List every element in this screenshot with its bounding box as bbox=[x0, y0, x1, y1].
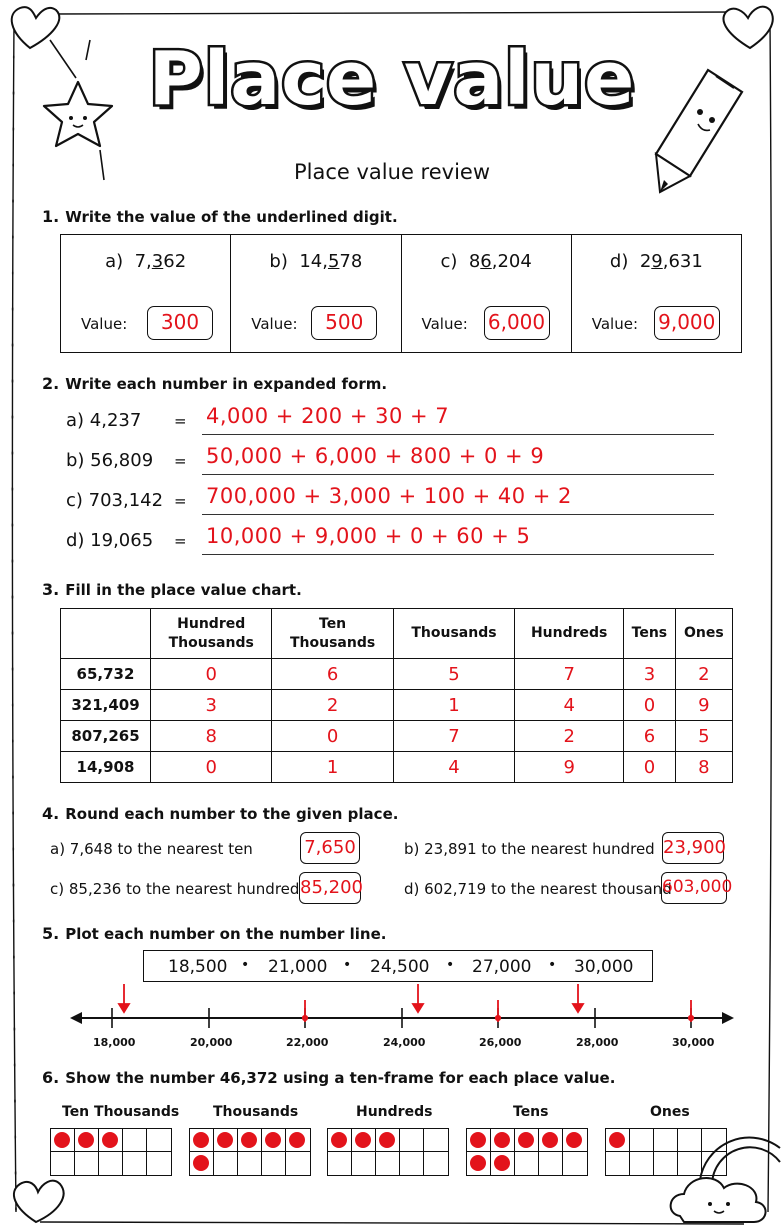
ten-frame-label: Ten Thousands bbox=[62, 1104, 180, 1120]
ten-frame-cell[interactable] bbox=[214, 1152, 238, 1175]
ten-frame-cell[interactable] bbox=[262, 1152, 286, 1175]
answer-box[interactable]: 9,000 bbox=[654, 306, 720, 340]
bank-number: 18,500 bbox=[168, 957, 228, 977]
digit-cell[interactable]: 2 bbox=[272, 690, 393, 721]
question-number: b) 14,578 bbox=[269, 251, 363, 272]
expanded-form-row bbox=[66, 446, 716, 476]
expanded-answer[interactable]: 700,000 + 3,000 + 100 + 40 + 2 bbox=[206, 484, 572, 508]
bank-number: 24,500 bbox=[370, 957, 430, 977]
ten-frame-counter[interactable] bbox=[286, 1129, 310, 1152]
ten-frame-cell[interactable] bbox=[352, 1152, 376, 1175]
ten-frame-cell[interactable] bbox=[678, 1152, 702, 1175]
page-title: Place value bbox=[148, 36, 636, 122]
underlined-digit: 6 bbox=[480, 251, 492, 272]
digit-cell[interactable]: 1 bbox=[393, 690, 514, 721]
column-header: Tens bbox=[624, 609, 675, 659]
digit-cell[interactable]: 5 bbox=[393, 659, 514, 690]
place-value-chart bbox=[60, 608, 733, 783]
ten-frame-cell[interactable] bbox=[123, 1152, 147, 1175]
digit-cell[interactable]: 8 bbox=[151, 721, 272, 752]
ten-frame-cell[interactable] bbox=[630, 1152, 654, 1175]
ten-frame-counter[interactable] bbox=[238, 1129, 262, 1152]
ten-frame-counter[interactable] bbox=[328, 1129, 352, 1152]
ten-frame-counter[interactable] bbox=[606, 1129, 630, 1152]
digit-cell[interactable]: 7 bbox=[515, 659, 624, 690]
right-arrow-icon bbox=[722, 1012, 734, 1024]
separator-dot: • bbox=[548, 957, 557, 973]
empty-header bbox=[61, 609, 151, 659]
underlined-digit: 5 bbox=[327, 251, 340, 272]
number-bank bbox=[143, 950, 653, 982]
rounding-answer-box[interactable]: 603,000 bbox=[661, 872, 727, 904]
section-number: 4. bbox=[42, 804, 60, 823]
underlined-digit-table bbox=[60, 234, 742, 353]
separator-dot: • bbox=[241, 957, 250, 973]
ten-frame-cell[interactable] bbox=[286, 1152, 310, 1175]
ten-frame-counter[interactable] bbox=[515, 1129, 539, 1152]
equals-sign: = bbox=[174, 452, 187, 470]
expanded-question: d) 19,065 bbox=[66, 530, 154, 551]
section-6-heading bbox=[42, 1068, 615, 1087]
digit-cell[interactable]: 0 bbox=[624, 690, 675, 721]
ten-frame-cell[interactable] bbox=[678, 1129, 702, 1152]
ten-frame-counter[interactable] bbox=[491, 1152, 515, 1175]
digit-cell[interactable]: 0 bbox=[151, 752, 272, 783]
ten-frame-counter[interactable] bbox=[563, 1129, 587, 1152]
ten-frame bbox=[466, 1128, 588, 1176]
rounding-question: a) 7,648 to the nearest ten bbox=[50, 840, 253, 858]
ten-frame-cell[interactable] bbox=[400, 1152, 424, 1175]
ten-frame-cell[interactable] bbox=[515, 1152, 539, 1175]
section-instruction: Write each number in expanded form. bbox=[65, 375, 388, 393]
separator-dot: • bbox=[446, 957, 455, 973]
tick-label: 30,000 bbox=[672, 1036, 715, 1049]
question-number: d) 29,631 bbox=[609, 251, 703, 272]
ten-frame-counter[interactable] bbox=[190, 1129, 214, 1152]
digit-cell[interactable]: 3 bbox=[151, 690, 272, 721]
answer-line bbox=[202, 474, 714, 475]
value-label: Value: bbox=[591, 315, 638, 333]
ten-frame-cell[interactable] bbox=[75, 1152, 99, 1175]
tick-label: 22,000 bbox=[286, 1036, 329, 1049]
digit-cell[interactable]: 2 bbox=[515, 721, 624, 752]
section-4-heading bbox=[42, 804, 398, 823]
underlined-digit: 9 bbox=[651, 251, 663, 272]
ten-frame bbox=[327, 1128, 449, 1176]
digit-cell[interactable]: 2 bbox=[675, 659, 732, 690]
ten-frame-counter[interactable] bbox=[75, 1129, 99, 1152]
ten-frame bbox=[605, 1128, 727, 1176]
digit-cell[interactable]: 6 bbox=[272, 659, 393, 690]
ten-frame-cell[interactable] bbox=[539, 1152, 563, 1175]
ten-frame-cell[interactable] bbox=[424, 1129, 448, 1152]
ten-frame-counter[interactable] bbox=[376, 1129, 400, 1152]
ten-frame-cell[interactable] bbox=[147, 1152, 171, 1175]
column-header: Thousands bbox=[393, 609, 514, 659]
column-header: Ten Thousands bbox=[272, 609, 393, 659]
ten-frame-counter[interactable] bbox=[51, 1129, 75, 1152]
section-instruction: Write the value of the underlined digit. bbox=[65, 208, 398, 226]
expanded-answer[interactable]: 10,000 + 9,000 + 0 + 60 + 5 bbox=[206, 524, 531, 548]
digit-cell[interactable]: 3 bbox=[624, 659, 675, 690]
table-row bbox=[61, 690, 733, 721]
tick-label: 28,000 bbox=[576, 1036, 619, 1049]
section-instruction: Round each number to the given place. bbox=[65, 805, 399, 823]
digit-cell[interactable]: 9 bbox=[675, 690, 732, 721]
digit-cell[interactable]: 1 bbox=[272, 752, 393, 783]
left-arrow-icon bbox=[70, 1012, 82, 1024]
ten-frame-label: Hundreds bbox=[356, 1104, 433, 1120]
ten-frame-counter[interactable] bbox=[539, 1129, 563, 1152]
ten-frame-counter[interactable] bbox=[467, 1152, 491, 1175]
equals-sign: = bbox=[174, 532, 187, 550]
table-row bbox=[61, 721, 733, 752]
ten-frame-cell[interactable] bbox=[51, 1152, 75, 1175]
ten-frame-cell[interactable] bbox=[606, 1152, 630, 1175]
tick-label: 24,000 bbox=[383, 1036, 426, 1049]
ten-frame-counter[interactable] bbox=[99, 1129, 123, 1152]
rounding-answer-box[interactable]: 85,200 bbox=[299, 872, 361, 904]
rounding-question: d) 602,719 to the nearest thousand bbox=[404, 880, 672, 898]
row-number: 65,732 bbox=[61, 659, 151, 690]
tick-label: 18,000 bbox=[93, 1036, 136, 1049]
ten-frame-counter[interactable] bbox=[262, 1129, 286, 1152]
section-3-heading bbox=[42, 580, 302, 599]
answer-line bbox=[202, 514, 714, 515]
tick-label: 26,000 bbox=[479, 1036, 522, 1049]
equals-sign: = bbox=[174, 492, 187, 510]
column-header: Ones bbox=[675, 609, 732, 659]
ten-frame-cell[interactable] bbox=[563, 1152, 587, 1175]
digit-cell[interactable]: 4 bbox=[515, 690, 624, 721]
answer-box[interactable]: 500 bbox=[311, 306, 377, 340]
section-number: 1. bbox=[42, 207, 60, 226]
expanded-answer[interactable]: 4,000 + 200 + 30 + 7 bbox=[206, 404, 450, 428]
value-label: Value: bbox=[251, 315, 298, 333]
separator-dot: • bbox=[343, 957, 352, 973]
ten-frame-cell[interactable] bbox=[630, 1129, 654, 1152]
ten-frame-counter[interactable] bbox=[190, 1152, 214, 1175]
digit-cell[interactable]: 0 bbox=[151, 659, 272, 690]
ten-frame-cell[interactable] bbox=[654, 1152, 678, 1175]
question-number: a) 7,362 bbox=[105, 251, 187, 272]
digit-cell[interactable]: 0 bbox=[272, 721, 393, 752]
ten-frame-cell[interactable] bbox=[123, 1129, 147, 1152]
ten-frame-cell[interactable] bbox=[702, 1129, 726, 1152]
value-label: Value: bbox=[421, 315, 468, 333]
section-number: 3. bbox=[42, 580, 60, 599]
value-label: Value: bbox=[81, 315, 128, 333]
ten-frame-cell[interactable] bbox=[99, 1152, 123, 1175]
ten-frame-counter[interactable] bbox=[352, 1129, 376, 1152]
expanded-form-row bbox=[66, 406, 716, 436]
heart-icon-bottom-left bbox=[14, 1181, 64, 1222]
question-cell bbox=[572, 235, 741, 352]
bank-number: 30,000 bbox=[574, 957, 634, 977]
question-cell bbox=[402, 235, 572, 352]
tick-label: 20,000 bbox=[190, 1036, 233, 1049]
ten-frame bbox=[189, 1128, 311, 1176]
row-number: 321,409 bbox=[61, 690, 151, 721]
digit-cell[interactable]: 0 bbox=[624, 752, 675, 783]
ten-frame-cell[interactable] bbox=[400, 1129, 424, 1152]
section-2-heading bbox=[42, 374, 387, 393]
digit-cell[interactable]: 7 bbox=[393, 721, 514, 752]
expanded-question: a) 4,237 bbox=[66, 410, 142, 431]
column-header: Hundreds bbox=[515, 609, 624, 659]
section-number: 6. bbox=[42, 1068, 60, 1087]
ten-frame bbox=[50, 1128, 172, 1176]
expanded-question: b) 56,809 bbox=[66, 450, 154, 471]
bank-number: 21,000 bbox=[268, 957, 328, 977]
section-number: 2. bbox=[42, 374, 60, 393]
ten-frame-cell[interactable] bbox=[702, 1152, 726, 1175]
ten-frame-cell[interactable] bbox=[654, 1129, 678, 1152]
plotted-arrows bbox=[119, 984, 693, 1022]
rounding-question: c) 85,236 to the nearest hundred bbox=[50, 880, 300, 898]
chart-header-row bbox=[61, 609, 733, 659]
table-row bbox=[61, 752, 733, 783]
ten-frame-counter[interactable] bbox=[491, 1129, 515, 1152]
expanded-answer[interactable]: 50,000 + 6,000 + 800 + 0 + 9 bbox=[206, 444, 545, 468]
equals-sign: = bbox=[174, 412, 187, 430]
rounding-answer-box[interactable]: 7,650 bbox=[300, 832, 360, 864]
answer-box[interactable]: 300 bbox=[147, 306, 213, 340]
digit-cell[interactable]: 4 bbox=[393, 752, 514, 783]
table-row bbox=[61, 659, 733, 690]
ten-frame-cell[interactable] bbox=[238, 1152, 262, 1175]
row-number: 807,265 bbox=[61, 721, 151, 752]
section-instruction: Show the number 46,372 using a ten-frame for each place value. bbox=[65, 1069, 616, 1087]
column-header: Hundred Thousands bbox=[151, 609, 272, 659]
question-cell bbox=[61, 235, 231, 352]
digit-cell[interactable]: 6 bbox=[624, 721, 675, 752]
section-number: 5. bbox=[42, 924, 60, 943]
section-instruction: Plot each number on the number line. bbox=[65, 925, 387, 943]
number-line bbox=[0, 980, 784, 1040]
question-number: c) 86,204 bbox=[440, 251, 532, 272]
ten-frame-cell[interactable] bbox=[328, 1152, 352, 1175]
rounding-question: b) 23,891 to the nearest hundred bbox=[404, 840, 655, 858]
answer-line bbox=[202, 554, 714, 555]
answer-box[interactable]: 6,000 bbox=[484, 306, 550, 340]
section-5-heading bbox=[42, 924, 386, 943]
ten-frame-counter[interactable] bbox=[467, 1129, 491, 1152]
section-1-heading bbox=[42, 207, 398, 226]
page-subtitle: Place value review bbox=[294, 160, 490, 184]
section-instruction: Fill in the place value chart. bbox=[65, 581, 302, 599]
ten-frame-label: Tens bbox=[513, 1104, 549, 1120]
rounding-answer-box[interactable]: 23,900 bbox=[662, 832, 724, 864]
digit-cell[interactable]: 5 bbox=[675, 721, 732, 752]
expanded-form-row bbox=[66, 486, 716, 516]
question-cell bbox=[231, 235, 401, 352]
expanded-question: c) 703,142 bbox=[66, 490, 164, 511]
ten-frame-cell[interactable] bbox=[147, 1129, 171, 1152]
expanded-form-row bbox=[66, 526, 716, 556]
bank-number: 27,000 bbox=[472, 957, 532, 977]
digit-cell[interactable]: 8 bbox=[675, 752, 732, 783]
digit-cell[interactable]: 9 bbox=[515, 752, 624, 783]
underlined-digit: 3 bbox=[151, 251, 164, 272]
ten-frame-label: Thousands bbox=[213, 1104, 299, 1120]
row-number: 14,908 bbox=[61, 752, 151, 783]
ten-frame-counter[interactable] bbox=[214, 1129, 238, 1152]
ten-frame-cell[interactable] bbox=[376, 1152, 400, 1175]
ten-frame-label: Ones bbox=[650, 1104, 690, 1120]
ten-frame-cell[interactable] bbox=[424, 1152, 448, 1175]
answer-line bbox=[202, 434, 714, 435]
